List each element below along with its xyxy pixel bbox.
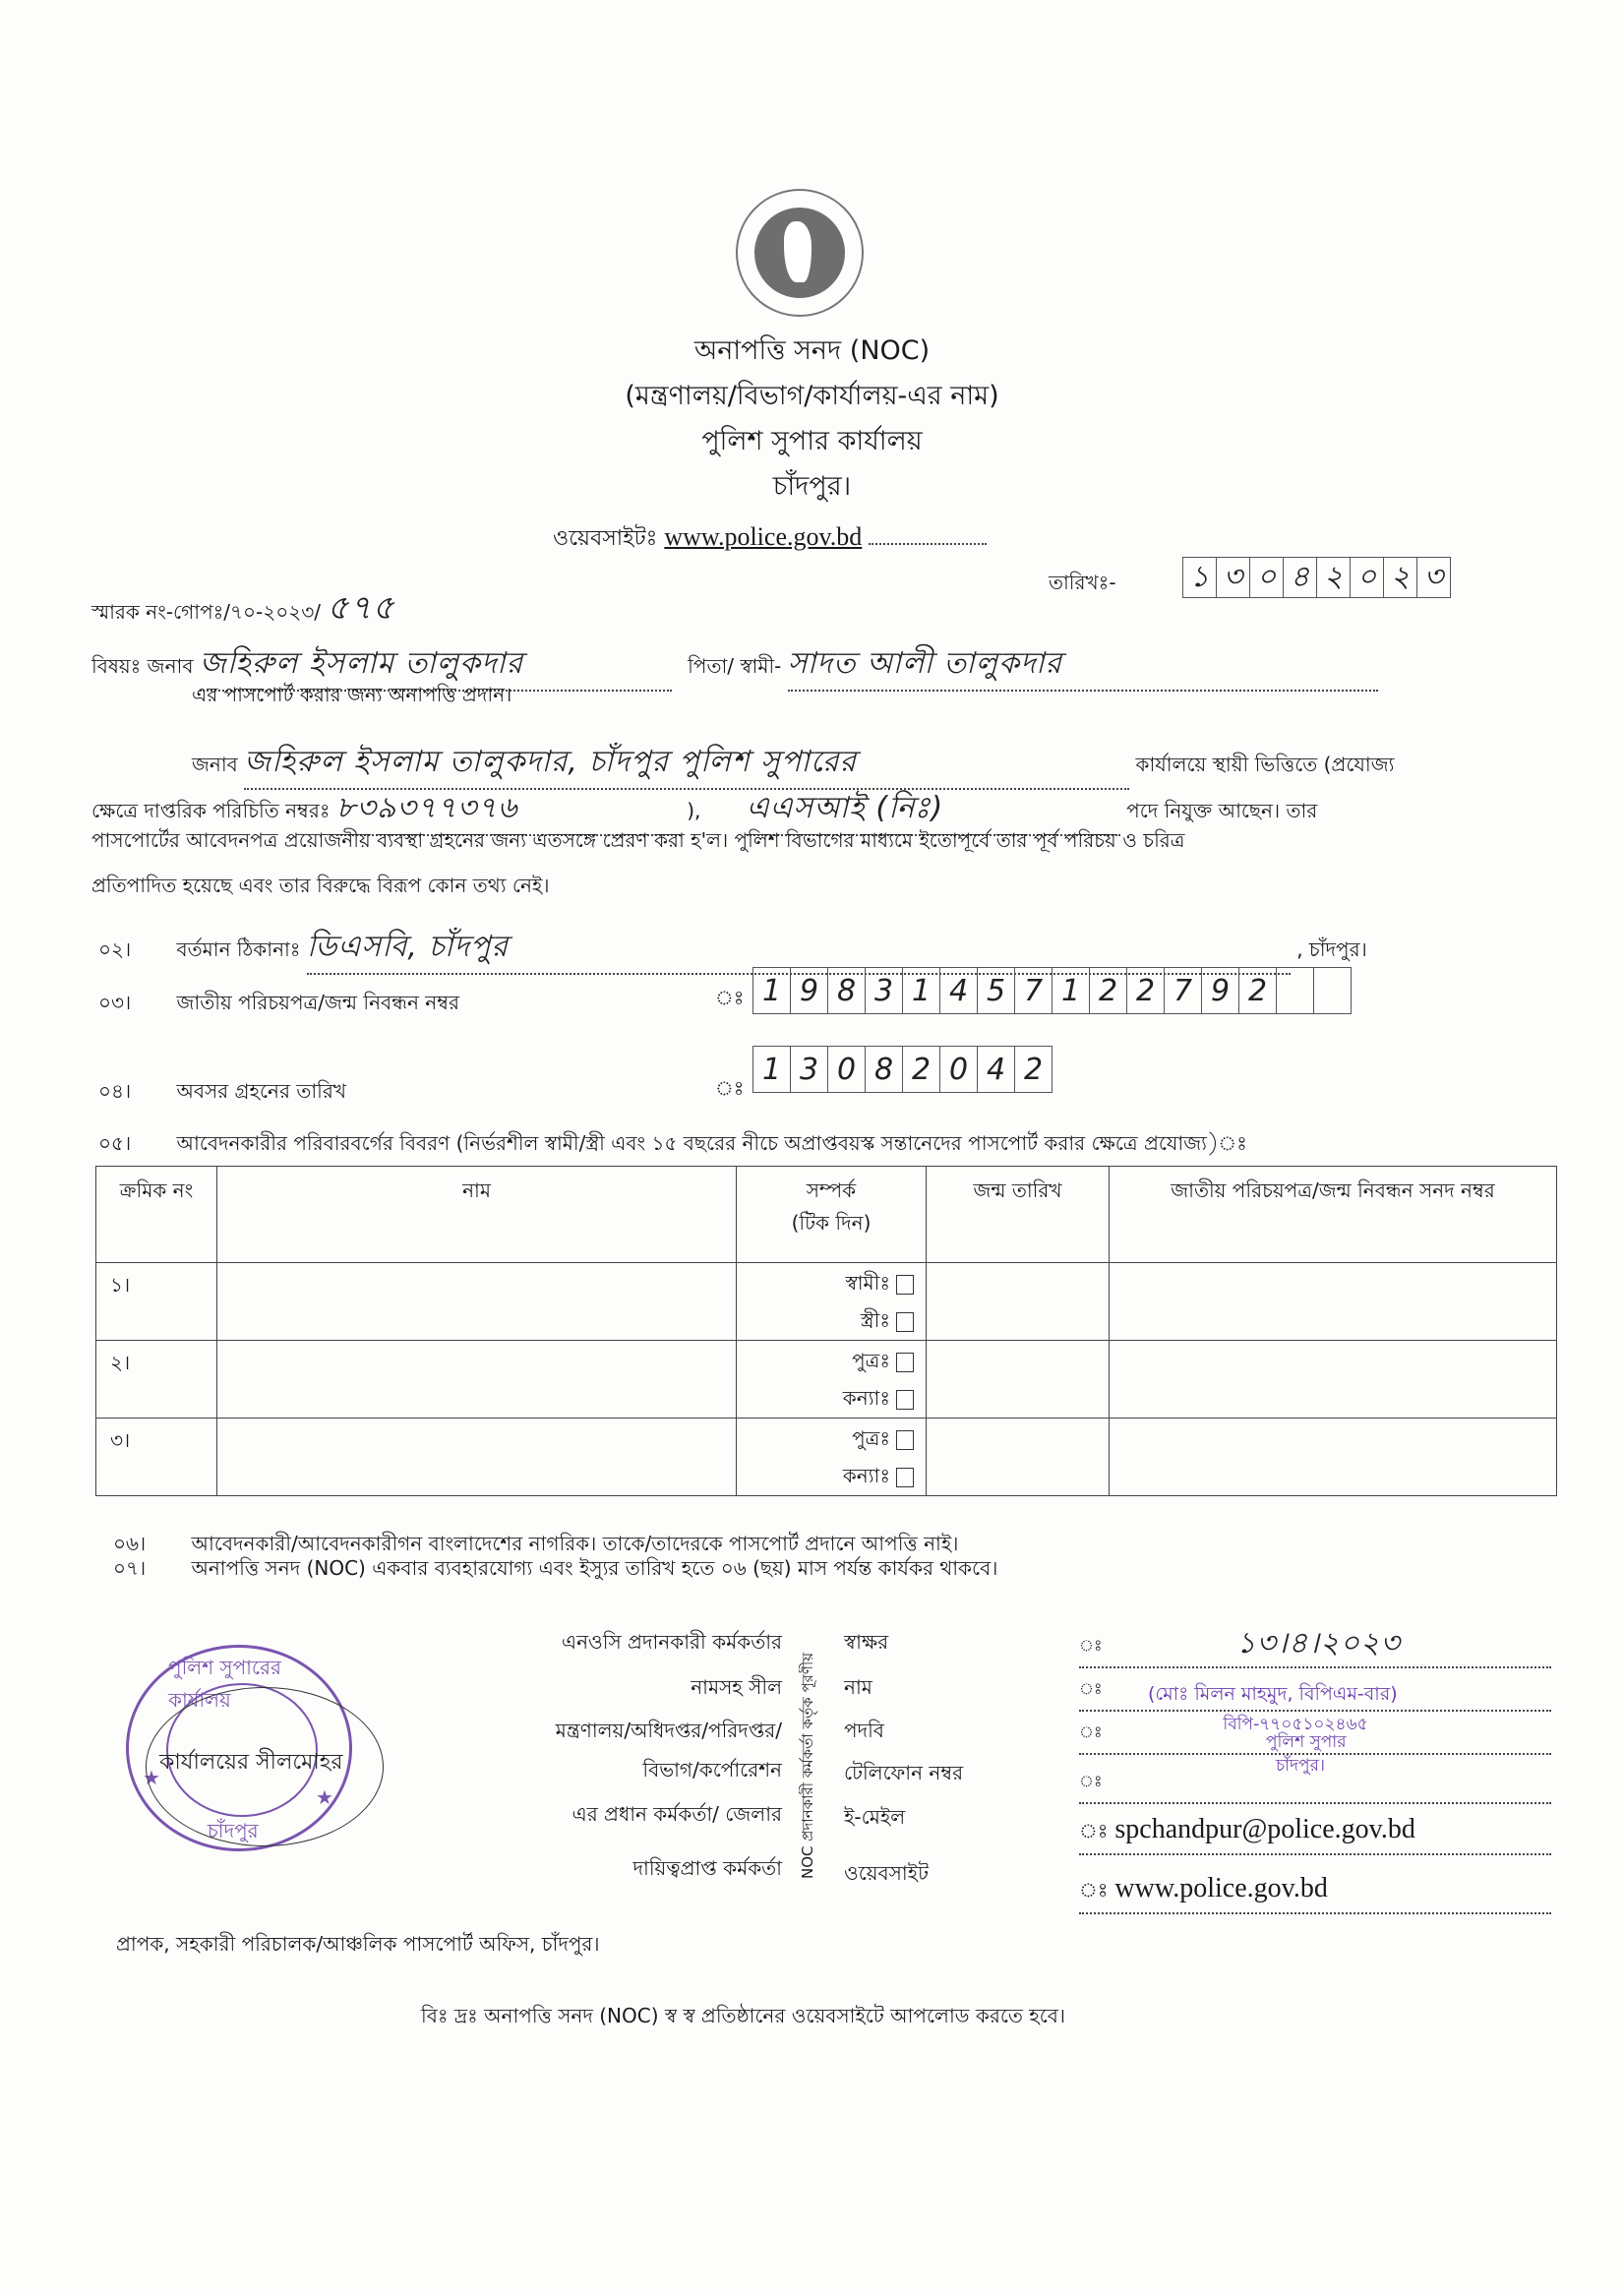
item-04-label — [98, 1077, 346, 1110]
item-05-family — [98, 1129, 1554, 1162]
signatory-left-label: বিভাগ/কর্পোরেশন — [642, 1758, 782, 1782]
nid-colon: ঃ — [715, 986, 745, 1009]
signatory-field-label: পদবি — [844, 1719, 884, 1742]
signatory-field-label: স্বাক্ষর — [844, 1630, 889, 1654]
relation-label: কন্যাঃ — [842, 1386, 890, 1410]
para1-after-designation: পদে নিযুক্ত আছেন। তার — [1126, 799, 1318, 822]
digit-box[interactable]: 8 — [865, 1046, 903, 1093]
digit-box[interactable]: ১ — [1182, 557, 1217, 598]
relation-label: স্বামীঃ — [845, 1271, 890, 1295]
col-serial: ক্রমিক নং — [96, 1167, 217, 1263]
relation-option — [738, 1457, 914, 1494]
subject-label: বিষয়ঃ জনাব — [91, 654, 194, 678]
relation-option — [738, 1342, 914, 1379]
nid-label: জাতীয় পরিচয়পত্র/জন্ম নিবন্ধন নম্বর — [176, 991, 460, 1014]
designation-field[interactable]: এএসআই (নিঃ) — [747, 784, 1120, 836]
validity-text: অনাপত্তি সনদ (NOC) একবার ব্যবহারযোগ্য এবং ইস্যুর তারিখ হতে ০৬ (ছয়) মাস পর্যন্ত কার্যকর থাকবে। — [191, 1556, 998, 1580]
emblem-disc — [754, 208, 845, 298]
signatory-values: ঃ ১৩।৪।২০২৩ ঃ (মোঃ মিলন মাহমুদ, বিপিএম-বার) বিপি-৭৭০৫১০২৪৬৫ ঃ পুলিশ সুপার চাঁদপুর। ঃ ঃ spchandpur@police.gov.bd ঃ www.police.gov.bd — [1079, 1633, 1551, 1914]
email-value: spchandpur@police.gov.bd — [1114, 1814, 1415, 1844]
table-row — [96, 1263, 1557, 1341]
relation-tick-hint: (টিক দিন) — [791, 1211, 872, 1235]
digit-box[interactable]: 0 — [827, 1046, 866, 1093]
relation-cell — [737, 1263, 927, 1341]
digit-box[interactable]: ২ — [1383, 557, 1417, 598]
relation-cell — [737, 1419, 927, 1496]
applicant-name-field[interactable]: জহিরুল ইসলাম তালুকদার — [200, 639, 672, 692]
memo-handwritten: ৫৭৫ — [327, 588, 395, 628]
relation-label: কন্যাঃ — [842, 1464, 890, 1487]
signature: ১৩।৪।২০২৩ — [1236, 1626, 1401, 1661]
name-field[interactable] — [1079, 1676, 1551, 1712]
digit-box[interactable]: 2 — [1126, 967, 1165, 1014]
colon: ঃ — [1079, 1878, 1109, 1902]
website-link[interactable]: www.police.gov.bd — [664, 522, 863, 551]
dotted-fill — [869, 543, 987, 545]
digit-box[interactable]: 2 — [1089, 967, 1127, 1014]
father-label: পিতা/ স্বামী- — [688, 654, 782, 678]
dob-cell[interactable] — [927, 1341, 1110, 1419]
relation-checkbox[interactable] — [896, 1312, 914, 1332]
digit-box[interactable]: 2 — [1014, 1046, 1053, 1093]
digit-box[interactable]: 3 — [790, 1046, 828, 1093]
nid-boxes — [753, 967, 1352, 1014]
serial-cell: ৩। — [96, 1419, 217, 1496]
document-title: অনাপত্তি সনদ (NOC) — [693, 335, 931, 366]
para1-after-name: কার্যালয়ে স্থায়ী ভিত্তিতে (প্রযোজ্য — [1135, 753, 1395, 776]
ministry-placeholder: (মন্ত্রণালয়/বিভাগ/কার্যালয়-এর নাম) — [625, 381, 999, 411]
signatory-left-label: নামসহ সীল — [691, 1675, 782, 1699]
name-cell[interactable] — [217, 1419, 737, 1496]
nid-cell[interactable] — [1110, 1419, 1557, 1496]
digit-box[interactable]: 3 — [865, 967, 903, 1014]
item-number: ০৬। — [113, 1532, 147, 1555]
digit-box[interactable]: ২ — [1316, 557, 1351, 598]
seal-placeholder-label: কার্যালয়ের সীলমোহর — [159, 1750, 343, 1775]
col-dob: জন্ম তারিখ — [927, 1167, 1110, 1263]
digit-box[interactable]: 4 — [939, 967, 978, 1014]
digit-box[interactable]: 7 — [1014, 967, 1053, 1014]
colon: ঃ — [1079, 1679, 1103, 1698]
dob-cell[interactable] — [927, 1263, 1110, 1341]
seal-district: চাঁদপুর। — [1276, 1756, 1326, 1776]
digit-box[interactable]: 5 — [977, 967, 1015, 1014]
relation-checkbox[interactable] — [896, 1275, 914, 1295]
signature-field[interactable] — [1079, 1626, 1551, 1668]
item-03-label — [98, 989, 459, 1021]
relation-checkbox[interactable] — [896, 1468, 914, 1487]
digit-box[interactable]: 4 — [977, 1046, 1015, 1093]
seal-ring-text: পুলিশ সুপারের কার্যালয় — [168, 1656, 282, 1712]
id-close-paren: ), — [687, 799, 701, 822]
relation-checkbox[interactable] — [896, 1353, 914, 1372]
item-number: ০৩। — [98, 991, 132, 1014]
digit-box[interactable]: 0 — [939, 1046, 978, 1093]
retirement-colon: ঃ — [715, 1076, 745, 1100]
government-emblem — [736, 189, 864, 317]
signatory-field-label: টেলিফোন নম্বর — [844, 1761, 964, 1784]
family-table — [95, 1166, 1557, 1496]
applicant-office-field[interactable]: জহিরুল ইসলাম তালুকদার, চাঁদপুর পুলিশ সুপারের — [244, 738, 1129, 790]
digit-box[interactable]: 2 — [1238, 967, 1277, 1014]
signatory-left-label: দায়িত্বপ্রাপ্ত কর্মকর্তা — [632, 1856, 782, 1880]
digit-box[interactable]: 1 — [1052, 967, 1090, 1014]
digit-box[interactable]: ০ — [1350, 557, 1384, 598]
retirement-date-boxes — [753, 1046, 1053, 1093]
footnote: বিঃ দ্রঃ অনাপত্তি সনদ (NOC) স্ব স্ব প্রতিষ্ঠানের ওয়েবসাইটে আপলোড করতে হবে। — [421, 2004, 1066, 2027]
relation-option — [738, 1301, 914, 1339]
digit-box[interactable]: 7 — [1164, 967, 1202, 1014]
digit-box[interactable]: 1 — [902, 967, 940, 1014]
relation-label: স্ত্রীঃ — [860, 1308, 890, 1332]
digit-box[interactable]: 1 — [752, 1046, 791, 1093]
colon: ঃ — [1079, 1819, 1109, 1842]
date-boxes — [1183, 557, 1451, 598]
star-icon: ★ — [316, 1785, 333, 1809]
colon: ঃ — [1079, 1636, 1103, 1655]
col-nid: জাতীয় পরিচয়পত্র/জন্ম নিবন্ধন সনদ নম্বর — [1110, 1167, 1557, 1263]
digit-box[interactable] — [1313, 967, 1352, 1014]
family-details-label: আবেদনকারীর পরিবারবর্গের বিবরণ (নির্ভরশীল স্বামী/স্ত্রী এবং ১৫ বছরের নীচে অপ্রাপ্তবয়স্ক সন্তানেদের পাসপোর্ট করার ক্ষেত্রে প্রযোজ্য)ঃ — [176, 1131, 1247, 1155]
signatory-field-label: ওয়েবসাইট — [844, 1861, 929, 1885]
signatory-left-label: এর প্রধান কর্মকর্তা/ জেলার — [571, 1802, 782, 1826]
father-name-field[interactable]: সাদত আলী তালুকদার — [788, 639, 1378, 692]
date-label: তারিখঃ- — [1049, 571, 1116, 594]
recipient-line: প্রাপক, সহকারী পরিচালক/আঞ্চলিক পাসপোর্ট অফিস, চাঁদপুর। — [116, 1932, 600, 1956]
col-name: নাম — [217, 1167, 737, 1263]
memo-label: স্মারক নং-গোপঃ/৭০-২০২৩/ — [91, 600, 322, 624]
office-district: চাঁদপুর। — [772, 471, 852, 502]
digit-box[interactable]: 2 — [902, 1046, 940, 1093]
website-label: ওয়েবসাইটঃ — [553, 526, 658, 551]
relation-header: সম্পর্ক — [806, 1178, 857, 1202]
colon: ঃ — [1079, 1772, 1103, 1790]
website-field[interactable] — [1079, 1873, 1551, 1914]
col-relation — [737, 1167, 927, 1263]
table-row — [96, 1341, 1557, 1419]
office-name: পুলিশ সুপার কার্যালয় — [701, 426, 923, 456]
signatory-left-label: মন্ত্রণালয়/অধিদপ্তর/পরিদপ্তর/ — [555, 1719, 782, 1742]
digit-box[interactable] — [1276, 967, 1314, 1014]
nid-cell[interactable] — [1110, 1263, 1557, 1341]
colon: ঃ — [1079, 1722, 1103, 1741]
relation-label: পুত্রঃ — [852, 1349, 890, 1372]
website-value: www.police.gov.bd — [1114, 1873, 1328, 1903]
relation-option — [738, 1264, 914, 1301]
dob-cell[interactable] — [927, 1419, 1110, 1496]
digit-box[interactable]: 8 — [827, 967, 866, 1014]
relation-cell — [737, 1341, 927, 1419]
seal-bottom-text: চাঁদপুর — [208, 1819, 259, 1842]
address-label: বর্তমান ঠিকানাঃ — [176, 937, 301, 961]
relation-label: পুত্রঃ — [852, 1426, 890, 1450]
name-cell[interactable] — [217, 1341, 737, 1419]
retirement-date-label: অবসর গ্রহনের তারিখ — [176, 1079, 347, 1103]
memo-number — [91, 582, 395, 638]
serial-cell: ১। — [96, 1263, 217, 1341]
signatory-field-label: ই-মেইল — [844, 1805, 906, 1829]
relation-checkbox[interactable] — [896, 1390, 914, 1410]
official-id-label: ক্ষেত্রে দাপ্তরিক পরিচিতি নম্বরঃ — [91, 799, 331, 822]
relation-option — [738, 1379, 914, 1417]
official-id-field[interactable]: ৮৩৯৩৭৭৩৭৬ — [336, 784, 681, 836]
seal-designation: পুলিশ সুপার — [1266, 1732, 1347, 1752]
item-number: ০৪। — [98, 1079, 132, 1103]
digit-box[interactable]: ৩ — [1216, 557, 1250, 598]
para1-line1 — [192, 738, 1549, 790]
digit-box[interactable]: 9 — [1201, 967, 1239, 1014]
signatory-field-label: নাম — [844, 1675, 872, 1699]
digit-box[interactable]: ৩ — [1416, 557, 1451, 598]
bangladesh-map-icon — [784, 221, 812, 282]
para1-line3: পাসপোর্টের আবেদনপত্র প্রয়োজনীয় ব্যবস্থা গ্রহনের জন্য এতসঙ্গে প্রেরণ করা হ'ল। পুলিশ বিভাগের মাধ্যমে ইতোপূর্বে তার পূর্ব পরিচয় ও চরিত্র — [91, 828, 1185, 852]
star-icon: ★ — [143, 1766, 160, 1789]
nid-cell[interactable] — [1110, 1341, 1557, 1419]
relation-checkbox[interactable] — [896, 1430, 914, 1450]
citizenship-text: আবেদনকারী/আবেদনকারীগন বাংলাদেশের নাগরিক। তাকে/তাদেরকে পাসপোর্ট প্রদানে আপত্তি নাই। — [191, 1532, 959, 1555]
digit-box[interactable]: ০ — [1249, 557, 1284, 598]
subject-line-2: এর পাসপোর্ট করার জন্য অনাপত্তি প্রদান। — [192, 683, 512, 706]
item-07-validity — [113, 1554, 1490, 1587]
email-field[interactable] — [1079, 1814, 1551, 1855]
item-number: ০২। — [98, 937, 132, 961]
seal-name: (মোঃ মিলন মাহমুদ, বিপিএম-বার) — [1148, 1683, 1398, 1705]
signatory-left-label: এনওসি প্রদানকারী কর্মকর্তার — [561, 1630, 782, 1654]
para1-prefix: জনাব — [192, 753, 238, 776]
name-cell[interactable] — [217, 1263, 737, 1341]
digit-box[interactable]: 9 — [790, 967, 828, 1014]
digit-box[interactable]: 1 — [752, 967, 791, 1014]
digit-box[interactable]: ৪ — [1283, 557, 1317, 598]
present-address-field[interactable]: ডিএসবি, চাঁদপুর — [307, 923, 1291, 975]
address-suffix: , চাঁদপুর। — [1296, 937, 1367, 961]
table-header-row — [96, 1167, 1557, 1263]
noc-vertical-note: NOC প্রদানকারী কর্মকর্তা কর্তৃক পূরণীয় — [799, 1652, 816, 1880]
designation-field[interactable] — [1079, 1720, 1551, 1776]
item-number: ০৫। — [98, 1131, 132, 1155]
table-row — [96, 1419, 1557, 1496]
serial-cell: ২। — [96, 1341, 217, 1419]
header-website — [553, 521, 987, 558]
item-number: ০৭। — [113, 1556, 147, 1580]
para1-line4: প্রতিপাদিত হয়েছে এবং তার বিরুদ্ধে বিরূপ কোন তথ্য নেই। — [91, 874, 550, 897]
relation-option — [738, 1419, 914, 1457]
